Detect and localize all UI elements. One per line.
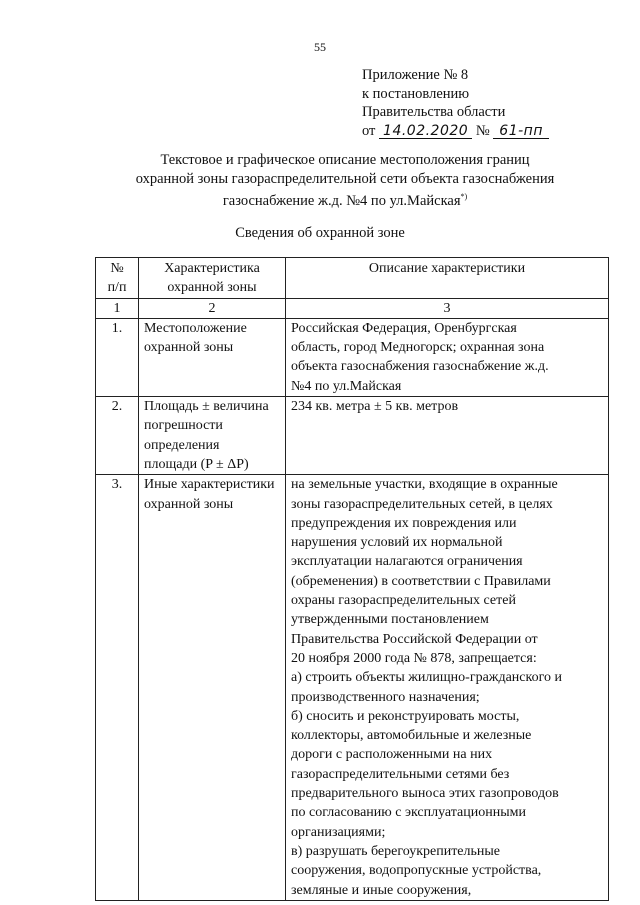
- table-row: [96, 475, 609, 901]
- description-line: нарушения условий их нормальной: [291, 535, 503, 551]
- description-line: охраны газораспределительных сетей: [291, 593, 516, 609]
- row-number: 1.: [96, 318, 139, 396]
- description-line: область, город Медногорск; охранная зона: [291, 340, 545, 356]
- row-number: 3.: [96, 475, 139, 901]
- zone-info-table: [95, 257, 609, 901]
- title-line: [60, 188, 630, 210]
- description-line: Российская Федерация, Оренбургская: [291, 320, 517, 336]
- row-characteristic: [139, 475, 286, 901]
- title-line-text: газоснабжение ж.д. №4 по ул.Майская: [222, 192, 461, 209]
- description-line: предварительного выноса этих газопроводов: [291, 786, 559, 802]
- description-line: на земельные участки, входящие в охранные: [291, 477, 558, 493]
- row-description: [286, 318, 609, 396]
- description-line: организациями;: [291, 824, 386, 840]
- header-text: Описание характеристики: [368, 261, 526, 276]
- description-line: зоны газораспределительных сетей, в целях: [291, 496, 553, 512]
- header-text: п/п: [107, 280, 127, 296]
- appendix-date-line: [362, 122, 549, 141]
- footnote-mark: *): [460, 192, 468, 201]
- description-line: газораспределительными сетями без: [291, 766, 510, 782]
- appendix-line: к постановлению: [362, 85, 470, 102]
- handwritten-number: 61-пп: [493, 124, 549, 139]
- row-number: 2.: [96, 397, 139, 475]
- description-line: в) разрушать берегоукрепительные: [291, 843, 501, 859]
- column-number: 3: [286, 298, 609, 318]
- appendix-line: Приложение № 8: [362, 67, 469, 83]
- description-line: земляные и иные сооружения,: [291, 882, 472, 898]
- characteristic-line: Иные характеристики: [144, 477, 275, 493]
- column-number-row: [96, 298, 609, 318]
- header-description: [286, 258, 609, 299]
- characteristic-line: Местоположение: [144, 320, 247, 336]
- title-line: Текстовое и графическое описание местоположения границ: [160, 152, 530, 168]
- description-line: а) строить объекты жилищно-гражданского и: [291, 670, 562, 686]
- page-number: 55: [314, 40, 326, 54]
- appendix-line: Правительства области: [362, 104, 506, 120]
- table-row: [96, 397, 609, 475]
- description-line: 20 ноября 2000 года № 878, запрещается:: [291, 650, 537, 666]
- description-line: 234 кв. метра ± 5 кв. метров: [291, 399, 459, 415]
- date-prefix: от: [362, 122, 376, 139]
- appendix-block: [362, 66, 549, 140]
- row-characteristic: [139, 397, 286, 475]
- number-prefix: №: [475, 122, 490, 139]
- row-description: [286, 397, 609, 475]
- row-characteristic: [139, 318, 286, 396]
- description-line: Правительства Российской Федерации от: [291, 631, 538, 647]
- characteristic-line: определения: [144, 437, 220, 453]
- header-number: [96, 258, 139, 299]
- description-line: производственного назначения;: [291, 689, 480, 705]
- section-subtitle: Сведения об охранной зоне: [235, 225, 405, 241]
- characteristic-line: охранной зоны: [144, 340, 234, 356]
- row-description: [286, 475, 609, 901]
- description-line: (обременения) в соответствии с Правилами: [291, 573, 551, 589]
- description-line: коллекторы, автомобильные и железные: [291, 728, 532, 744]
- description-line: объекта газоснабжения газоснабжение ж.д.: [291, 359, 549, 375]
- description-line: по согласованию с эксплуатационными: [291, 805, 526, 821]
- description-line: эксплуатации налагаются ограничения: [291, 554, 523, 570]
- description-line: б) сносить и реконструировать мосты,: [291, 708, 520, 724]
- characteristic-line: площади (P ± ΔP): [144, 456, 249, 472]
- column-number: 2: [139, 298, 286, 318]
- description-line: дороги с расположенными на них: [291, 747, 493, 763]
- characteristic-line: погрешности: [144, 418, 223, 434]
- column-number: 1: [96, 298, 139, 318]
- table-row: [96, 318, 609, 396]
- title-line: охранной зоны газораспределительной сети объекта газоснабжения: [135, 170, 555, 187]
- header-characteristic: [139, 258, 286, 299]
- document-title: [60, 151, 630, 210]
- header-text: охранной зоны: [167, 280, 257, 296]
- table-header-row: [96, 258, 609, 299]
- handwritten-date: 14.02.2020: [379, 124, 472, 139]
- description-line: предупреждения их повреждения или: [291, 515, 517, 531]
- description-line: №4 по ул.Майская: [291, 378, 402, 394]
- characteristic-line: Площадь ± величина: [144, 399, 269, 415]
- description-line: сооружения, водопропускные устройства,: [291, 863, 542, 879]
- characteristic-line: охранной зоны: [144, 496, 234, 512]
- header-text: №: [110, 261, 124, 276]
- header-text: Характеристика: [164, 261, 260, 276]
- description-line: утвержденными постановлением: [291, 612, 489, 628]
